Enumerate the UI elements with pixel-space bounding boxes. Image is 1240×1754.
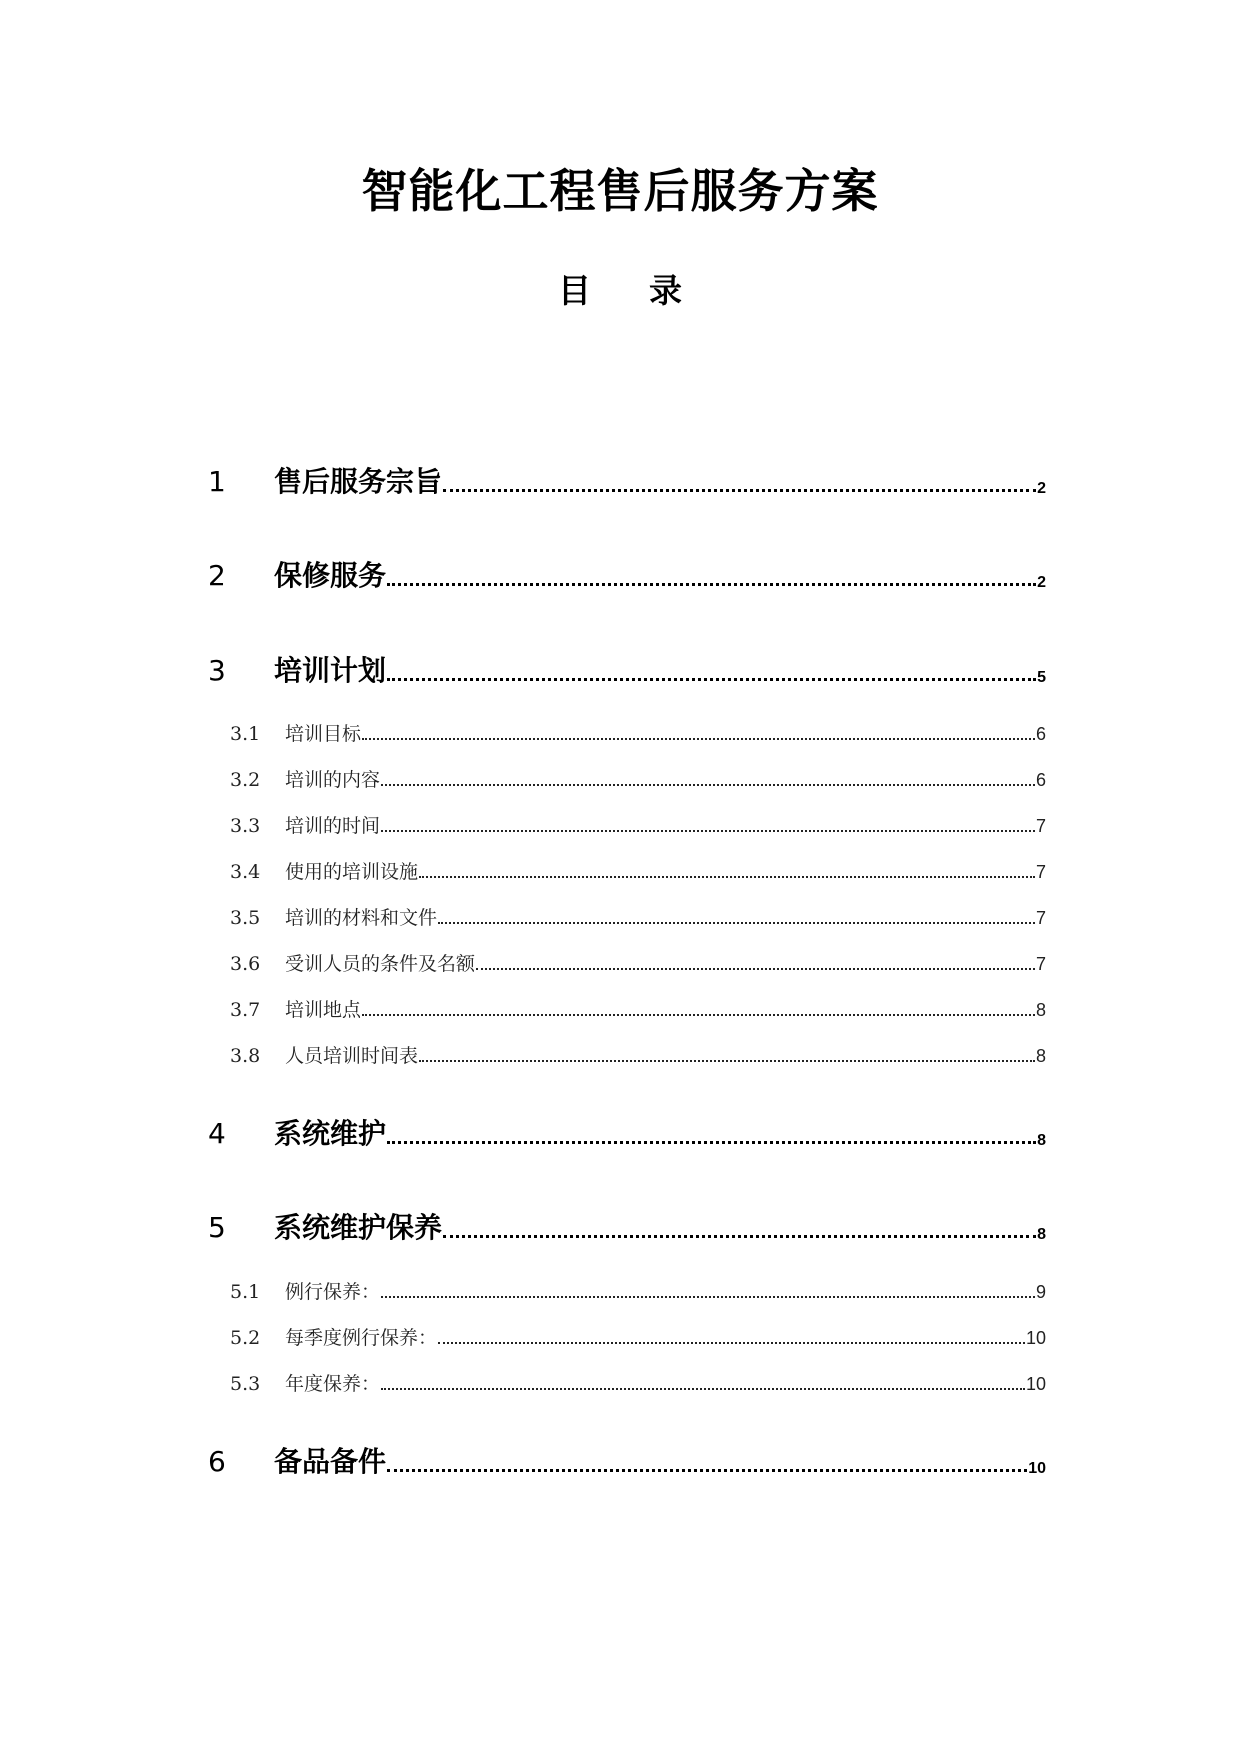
toc-subentry-label: 培训的时间 xyxy=(285,815,381,837)
toc-dot-leader xyxy=(476,968,1035,970)
toc-subentry-page: 8 xyxy=(1035,1046,1046,1066)
toc-subentry-label: 培训目标 xyxy=(285,723,362,745)
toc-subentry[interactable] xyxy=(230,1370,1046,1398)
toc-entry-page: 2 xyxy=(1037,480,1046,497)
toc-dot-leader xyxy=(381,784,1035,786)
toc-entry-label: 系统维护保养 xyxy=(274,1211,443,1244)
toc-entry-page: 2 xyxy=(1037,574,1046,591)
toc-dot-leader xyxy=(362,1014,1035,1016)
toc-entry-number: 3 xyxy=(208,654,226,687)
toc-entry-page: 5 xyxy=(1037,669,1046,686)
toc-heading-char-1: 目 xyxy=(558,271,591,310)
toc-subentry-label: 人员培训时间表 xyxy=(285,1045,419,1067)
toc-dot-leader xyxy=(381,1388,1025,1390)
toc-dot-leader xyxy=(443,1235,1036,1238)
toc-entry[interactable] xyxy=(208,1208,1046,1248)
toc-subentry[interactable] xyxy=(230,720,1046,748)
toc-entry-page: 10 xyxy=(1028,1460,1046,1477)
toc-subentry[interactable] xyxy=(230,996,1046,1024)
toc-subentry-label: 使用的培训设施 xyxy=(285,861,419,883)
toc-entry-number: 5 xyxy=(208,1211,226,1244)
toc-entry-label: 售后服务宗旨 xyxy=(274,465,443,498)
toc-heading xyxy=(0,271,1240,310)
toc-dot-leader xyxy=(419,876,1035,878)
toc-subentry[interactable] xyxy=(230,950,1046,978)
toc-subentry[interactable] xyxy=(230,1042,1046,1070)
toc-subentry-label: 受训人员的条件及名额 xyxy=(285,953,476,975)
toc-subentry-label: 培训的材料和文件 xyxy=(285,907,438,929)
document-title: 智能化工程售后服务方案 xyxy=(361,164,879,218)
toc-entry-number: 2 xyxy=(208,559,226,592)
toc-subentry[interactable] xyxy=(230,1278,1046,1306)
toc-dot-leader xyxy=(438,922,1035,924)
toc-dot-leader xyxy=(387,1469,1027,1472)
toc-dot-leader xyxy=(362,738,1035,740)
toc-entry-label: 备品备件 xyxy=(274,1445,387,1478)
toc-entry-number: 6 xyxy=(208,1445,226,1478)
toc-entry[interactable] xyxy=(208,651,1046,691)
toc-entry[interactable] xyxy=(208,556,1046,596)
toc-dot-leader xyxy=(387,678,1036,681)
toc-subentry-label: 例行保养： xyxy=(285,1281,381,1303)
toc-entry[interactable] xyxy=(208,1442,1046,1482)
toc-subentry[interactable] xyxy=(230,904,1046,932)
toc-entry-page: 8 xyxy=(1037,1226,1046,1243)
toc-subentry-number: 3.8 xyxy=(230,1045,261,1067)
toc-subentry-page: 10 xyxy=(1025,1328,1046,1348)
toc-entry[interactable] xyxy=(208,1114,1046,1154)
toc-subentry-page: 8 xyxy=(1035,1000,1046,1020)
toc-entry[interactable] xyxy=(208,462,1046,502)
toc-entry-label: 系统维护 xyxy=(274,1117,387,1150)
toc-dot-leader xyxy=(381,830,1035,832)
toc-entry-page: 8 xyxy=(1037,1132,1046,1149)
toc-subentry-page: 7 xyxy=(1035,954,1046,974)
toc-dot-leader xyxy=(438,1342,1025,1344)
toc-dot-leader xyxy=(387,583,1036,586)
toc-subentry-page: 6 xyxy=(1035,770,1046,790)
toc-subentry-label: 年度保养： xyxy=(285,1373,381,1395)
toc-subentry[interactable] xyxy=(230,858,1046,886)
toc-subentry-page: 9 xyxy=(1035,1282,1046,1302)
toc-subentry-label: 培训地点 xyxy=(285,999,362,1021)
toc-heading-char-2: 录 xyxy=(649,271,682,310)
toc-subentry-label: 培训的内容 xyxy=(285,769,381,791)
toc-subentry-number: 3.2 xyxy=(230,769,261,791)
toc-subentry-number: 3.7 xyxy=(230,999,261,1021)
toc-entry-number: 4 xyxy=(208,1117,226,1150)
toc-entry-label: 保修服务 xyxy=(274,559,387,592)
toc-subentry-number: 3.6 xyxy=(230,953,261,975)
toc-subentry-label: 每季度例行保养： xyxy=(285,1327,438,1349)
toc-dot-leader xyxy=(443,489,1036,492)
toc-subentry-number: 3.4 xyxy=(230,861,261,883)
toc-subentry-number: 3.5 xyxy=(230,907,261,929)
toc-subentry[interactable] xyxy=(230,1324,1046,1352)
toc-subentry-number: 5.1 xyxy=(230,1281,261,1303)
toc-subentry-page: 7 xyxy=(1035,908,1046,928)
toc-subentry-number: 3.3 xyxy=(230,815,261,837)
toc-entry-number: 1 xyxy=(208,465,226,498)
toc-subentry-page: 10 xyxy=(1025,1374,1046,1394)
toc-subentry-number: 5.3 xyxy=(230,1373,261,1395)
toc-subentry-number: 5.2 xyxy=(230,1327,261,1349)
toc-subentry[interactable] xyxy=(230,766,1046,794)
toc-dot-leader xyxy=(381,1296,1035,1298)
toc-subentry-page: 6 xyxy=(1035,724,1046,744)
toc-subentry-page: 7 xyxy=(1035,816,1046,836)
toc-subentry-number: 3.1 xyxy=(230,723,261,745)
toc-dot-leader xyxy=(387,1141,1036,1144)
toc-dot-leader xyxy=(419,1060,1035,1062)
toc-entry-label: 培训计划 xyxy=(274,654,387,687)
toc-subentry-page: 7 xyxy=(1035,862,1046,882)
toc-subentry[interactable] xyxy=(230,812,1046,840)
